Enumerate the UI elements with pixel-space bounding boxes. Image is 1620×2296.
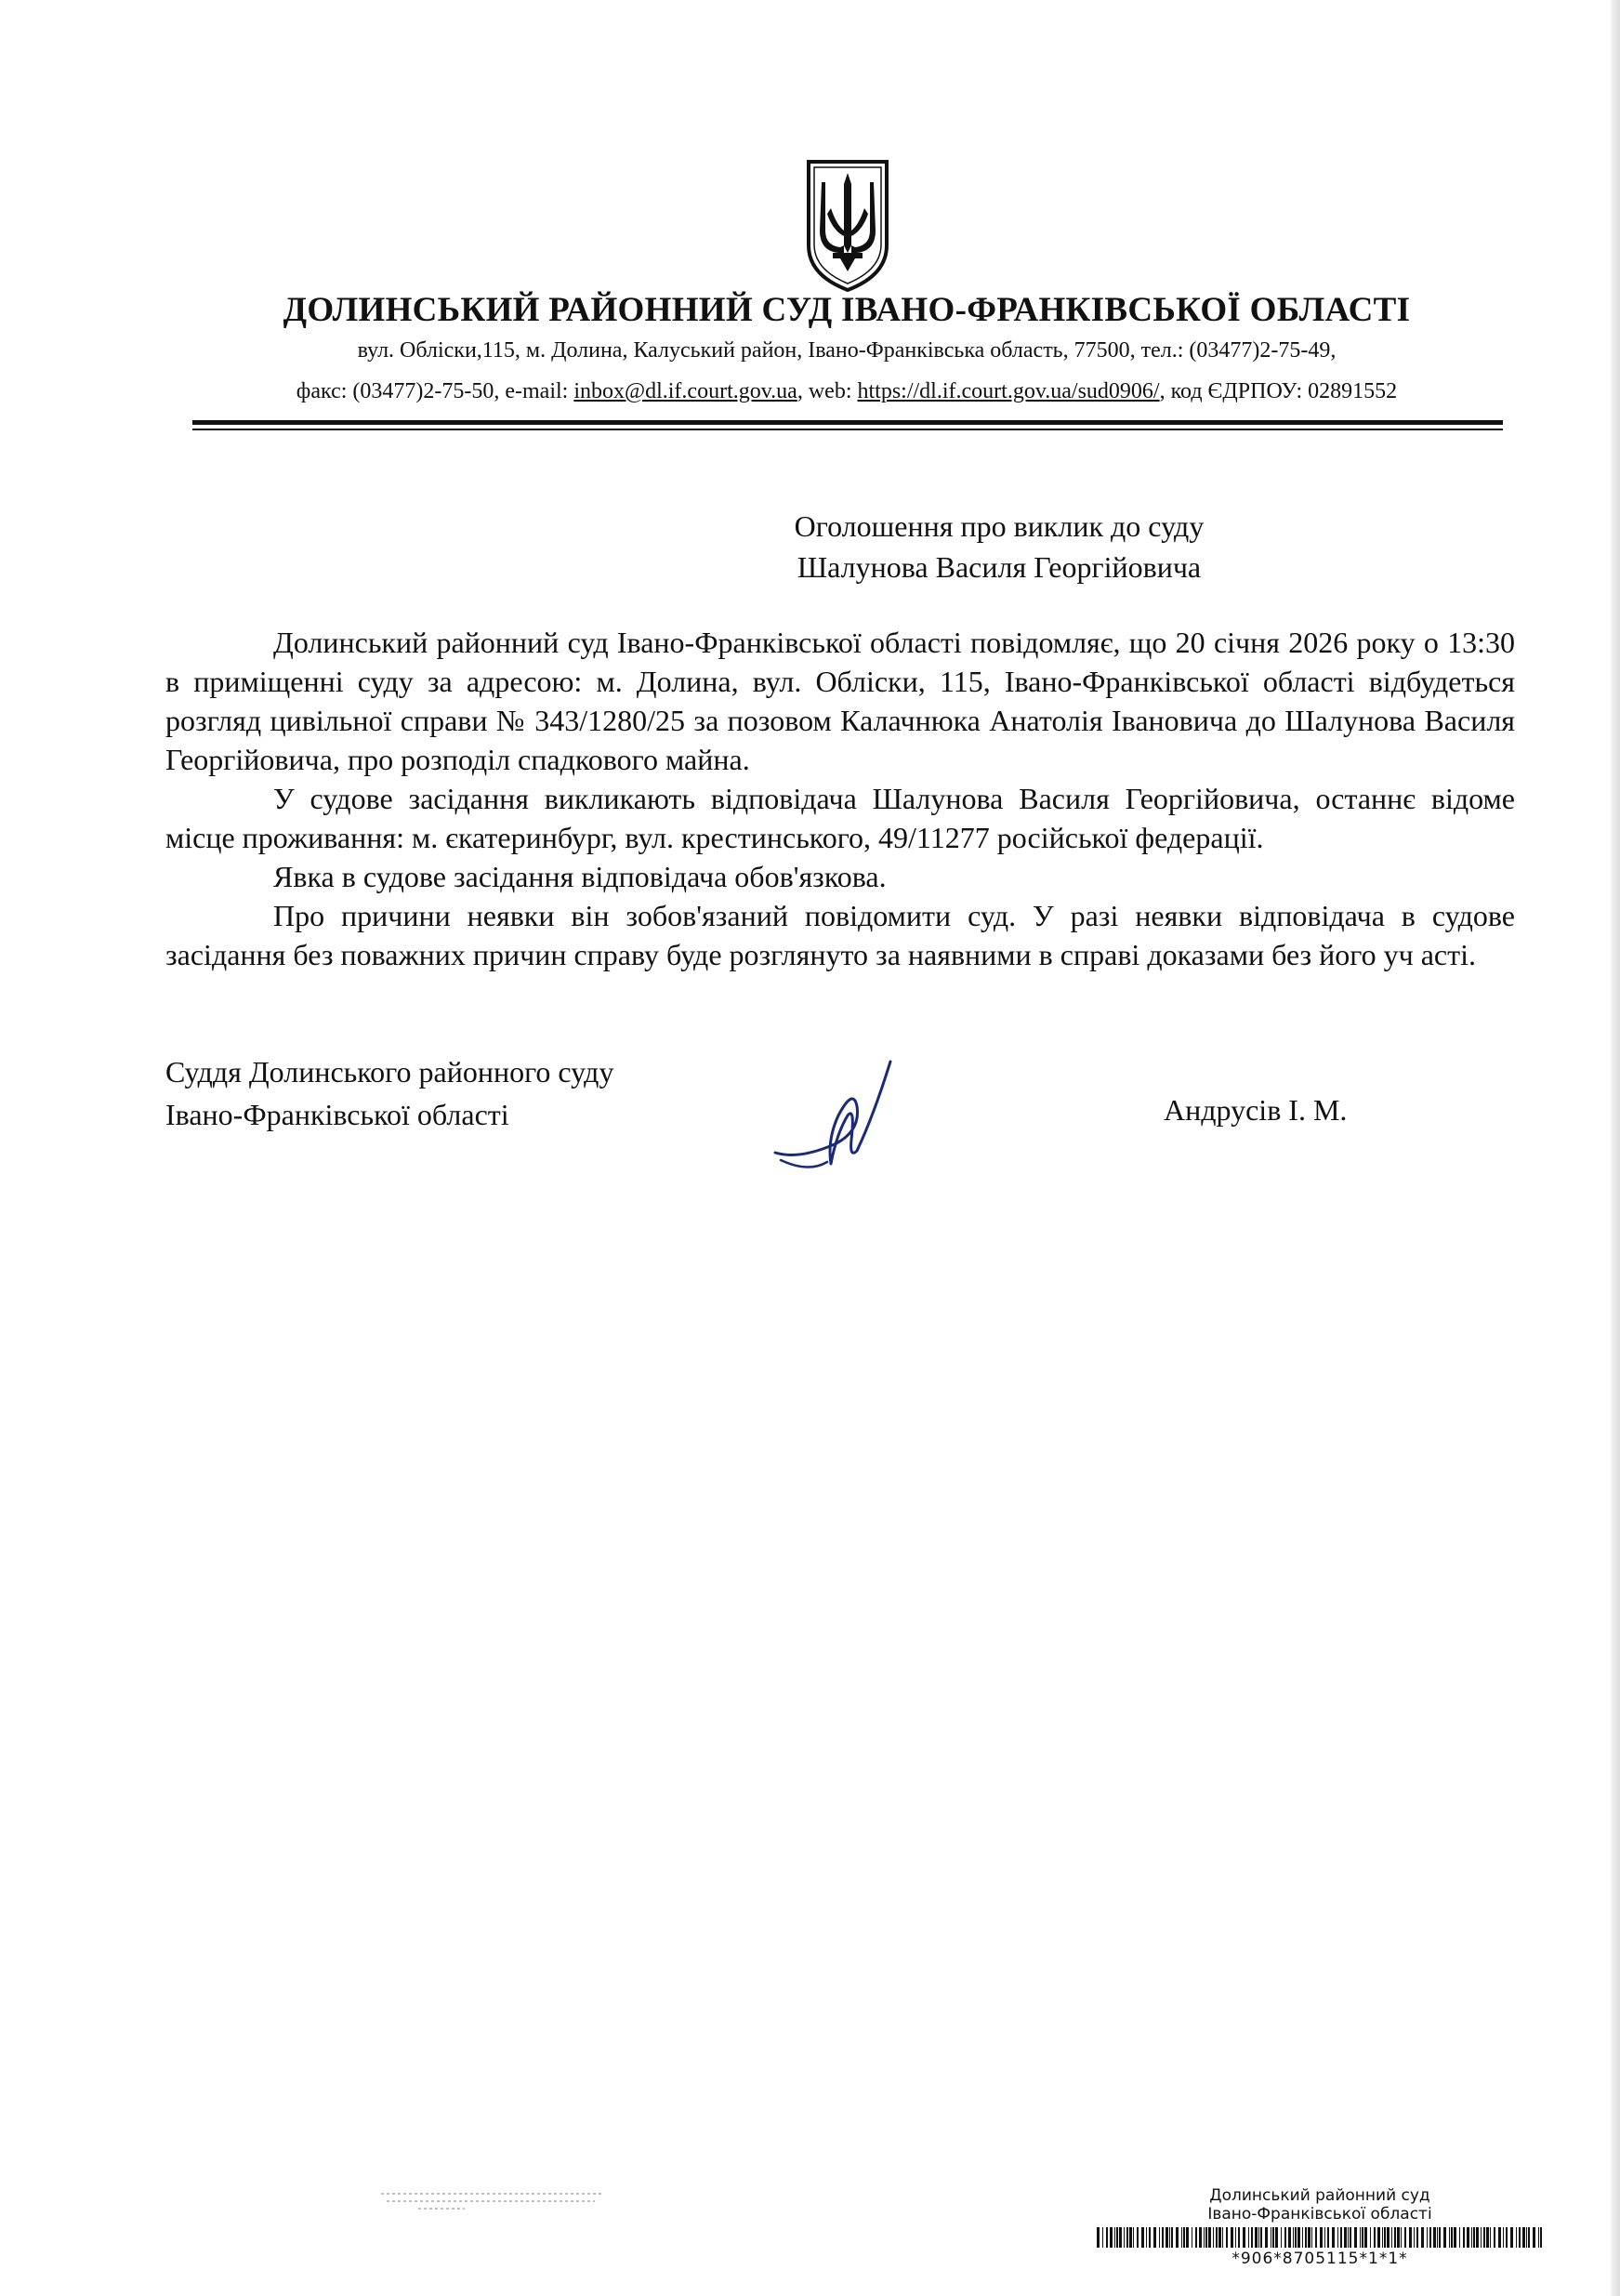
barcode-bar: [1097, 2227, 1100, 2248]
barcode-bar: [1272, 2227, 1274, 2248]
court-name: ДОЛИНСЬКИЙ РАЙОННИЙ СУД ІВАНО-ФРАНКІВСЬКОЇ ОБЛАСТІ: [283, 291, 1411, 329]
barcode-bar: [1348, 2227, 1349, 2248]
barcode-bar: [1481, 2227, 1482, 2248]
barcode-bar: [1231, 2227, 1233, 2248]
stamp-region: Івано-Франківської області: [1207, 2205, 1432, 2223]
barcode-bar: [1429, 2227, 1431, 2248]
barcode-bar: [1311, 2227, 1312, 2248]
judge-title-line: Суддя Долинського районного суду: [165, 1055, 614, 1089]
barcode-bar: [1451, 2227, 1453, 2248]
barcode-bar: [1528, 2227, 1530, 2248]
edrpou-code: , код ЄДРПОУ: 02891552: [1159, 379, 1398, 403]
barcode-bar: [1449, 2227, 1450, 2248]
barcode-bar: [1260, 2227, 1262, 2248]
coat-of-arms-icon: [803, 156, 892, 294]
barcode-bar: [1116, 2227, 1118, 2248]
barcode-bar: [1350, 2227, 1351, 2248]
barcode-bar: [1288, 2227, 1291, 2248]
barcode-bar: [1421, 2227, 1424, 2248]
signature-icon: [771, 1050, 911, 1190]
barcode-bar: [1162, 2227, 1164, 2248]
barcode-bar: [1199, 2227, 1202, 2248]
barcode-bar: [1433, 2227, 1436, 2248]
barcode-bar: [1106, 2227, 1108, 2248]
barcode-bar: [1176, 2227, 1179, 2248]
barcode-bar: [1416, 2227, 1418, 2248]
barcode-bar: [1251, 2227, 1253, 2248]
barcode-bar: [1204, 2227, 1205, 2248]
barcode-bar: [1519, 2227, 1521, 2248]
barcode-bar: [1320, 2227, 1323, 2248]
barcode-bar: [1146, 2227, 1147, 2248]
barcode-bar: [1374, 2227, 1376, 2248]
barcode-bar: [1243, 2227, 1245, 2248]
notice-paragraph: Долинський районний суд Івано-Франківської області повідомляє, що 20 січня 2026 року о 13:30 в приміщенні суду за адресою: м. Долина, вул. Обліски, 115, Івано-Франківської області відбудеться розгляд цивільної справи № 343/1280/25 за позовом Калачнюка Анатолія Івановича до Шалунова Василя Георгійовича, про розподіл спадкового майна.: [165, 626, 1515, 776]
barcode-bar: [1208, 2227, 1211, 2248]
stamp-court-name: Долинський районний суд: [1209, 2186, 1430, 2205]
notice-title: Оголошення про виклик до суду: [794, 509, 1205, 543]
barcode-bar: [1305, 2227, 1307, 2248]
barcode-bar: [1265, 2227, 1268, 2248]
barcode-bar: [1384, 2227, 1386, 2248]
barcode-bar: [1370, 2227, 1371, 2248]
barcode-bar: [1159, 2227, 1160, 2248]
barcode-bar: [1538, 2227, 1539, 2248]
barcode-bar: [1409, 2227, 1412, 2248]
barcode-bar: [1454, 2227, 1456, 2248]
barcode-bar: [1443, 2227, 1446, 2248]
barcode-bar: [1124, 2227, 1125, 2248]
barcode-bar: [1133, 2227, 1134, 2248]
notice-paragraph: Явка в судове засідання відповідача обов'язкова.: [273, 860, 887, 893]
barcode-bar: [1459, 2227, 1460, 2248]
judge-title: [165, 1050, 613, 1136]
barcode-bar: [1494, 2227, 1495, 2248]
barcode-bar: [1293, 2227, 1294, 2248]
notice-body: [165, 623, 1515, 974]
barcode-bar: [1119, 2227, 1122, 2248]
stamp-code: *906*8705115*1*1*: [1231, 2250, 1408, 2268]
barcode-bar: [1181, 2227, 1182, 2248]
barcode-bar: [1340, 2227, 1342, 2248]
barcode-bar: [1102, 2227, 1103, 2248]
barcode-bar: [1427, 2227, 1428, 2248]
web-label: , web:: [797, 379, 858, 403]
registry-stamp: [1087, 2186, 1552, 2268]
barcode-bar: [1110, 2227, 1113, 2248]
barcode-bar: [1216, 2227, 1218, 2248]
barcode-bar: [1337, 2227, 1338, 2248]
judge-title-line: Івано-Франківської області: [165, 1098, 509, 1131]
barcode-bar: [1153, 2227, 1156, 2248]
barcode-bar: [1414, 2227, 1415, 2248]
notice-paragraph: У судове засідання викликають відповідача Шалунова Василя Георгійовича, останнє відоме місце проживання: м. єкатеринбург, вул. крестинського, 49/11277 російської федерації.: [165, 782, 1515, 854]
barcode-bar: [1401, 2227, 1402, 2248]
barcode-bar: [1471, 2227, 1472, 2248]
barcode-bar: [1503, 2227, 1504, 2248]
barcode-bar: [1308, 2227, 1310, 2248]
barcode-bar: [1404, 2227, 1406, 2248]
barcode-bar: [1382, 2227, 1383, 2248]
barcode-bar: [1281, 2227, 1282, 2248]
barcode-bar: [1255, 2227, 1258, 2248]
barcode-bar: [1295, 2227, 1297, 2248]
barcode-bar: [1166, 2227, 1168, 2248]
barcode-bar: [1362, 2227, 1363, 2248]
barcode-icon: [1097, 2227, 1543, 2248]
scan-smudge: [381, 2186, 604, 2212]
barcode-bar: [1171, 2227, 1173, 2248]
barcode-bar: [1387, 2227, 1390, 2248]
barcode-bar: [1360, 2227, 1361, 2248]
barcode-bar: [1354, 2227, 1357, 2248]
barcode-bar: [1297, 2227, 1300, 2248]
barcode-bar: [1327, 2227, 1329, 2248]
barcode-bar: [1324, 2227, 1325, 2248]
barcode-bar: [1183, 2227, 1185, 2248]
barcode-bar: [1473, 2227, 1475, 2248]
barcode-bar: [1332, 2227, 1335, 2248]
barcode-bar: [1344, 2227, 1347, 2248]
barcode-bar: [1483, 2227, 1485, 2248]
barcode-bar: [1126, 2227, 1128, 2248]
barcode-bar: [1467, 2227, 1469, 2248]
barcode-bar: [1476, 2227, 1479, 2248]
barcode-bar: [1218, 2227, 1221, 2248]
barcode-bar: [1533, 2227, 1535, 2248]
barcode-bar: [1302, 2227, 1303, 2248]
barcode-bar: [1439, 2227, 1441, 2248]
court-address: вул. Обліски,115, м. Долина, Калуський район, Івано-Франківська область, 77500, тел.: (03477)2-75-49,: [357, 338, 1337, 363]
barcode-bar: [1540, 2227, 1542, 2248]
barcode-bar: [1526, 2227, 1527, 2248]
barcode-bar: [1226, 2227, 1228, 2248]
court-contacts: [0, 379, 1620, 404]
barcode-bar: [1391, 2227, 1392, 2248]
barcode-bar: [1498, 2227, 1501, 2248]
barcode-bar: [1195, 2227, 1197, 2248]
barcode-bar: [1258, 2227, 1259, 2248]
barcode-bar: [1222, 2227, 1223, 2248]
barcode-bar: [1510, 2227, 1513, 2248]
barcode-bar: [1394, 2227, 1396, 2248]
notice-subject: Шалунова Василя Георгійовича: [797, 550, 1202, 584]
barcode-bar: [1149, 2227, 1151, 2248]
header-divider: [192, 420, 1503, 425]
barcode-bar: [1235, 2227, 1236, 2248]
barcode-bar: [1275, 2227, 1278, 2248]
barcode-bar: [1364, 2227, 1367, 2248]
barcode-bar: [1137, 2227, 1139, 2248]
barcode-bar: [1397, 2227, 1400, 2248]
barcode-bar: [1213, 2227, 1214, 2248]
barcode-bar: [1248, 2227, 1249, 2248]
notice-paragraph: Про причини неявки він зобов'язаний повідомити суд. У разі неявки відповідача в судове засідання без поважних причин справу буде розглянуто за наявними в справі доказами без його уч асті.: [165, 899, 1515, 971]
barcode-bar: [1377, 2227, 1380, 2248]
fax-label: факс: (03477)2-75-50, e-mail:: [296, 379, 574, 403]
barcode-bar: [1506, 2227, 1508, 2248]
barcode-bar: [1141, 2227, 1144, 2248]
barcode-bar: [1486, 2227, 1489, 2248]
barcode-bar: [1315, 2227, 1317, 2248]
barcode-bar: [1516, 2227, 1517, 2248]
barcode-bar: [1463, 2227, 1465, 2248]
email-link[interactable]: inbox@dl.if.court.gov.ua: [573, 379, 797, 403]
barcode-bar: [1129, 2227, 1132, 2248]
barcode-bar: [1437, 2227, 1438, 2248]
barcode-bar: [1186, 2227, 1189, 2248]
barcode-bar: [1114, 2227, 1115, 2248]
barcode-bar: [1169, 2227, 1170, 2248]
barcode-bar: [1284, 2227, 1286, 2248]
barcode-bar: [1205, 2227, 1207, 2248]
website-link[interactable]: https://dl.if.court.gov.ua/sud0906/: [857, 379, 1160, 403]
barcode-bar: [1522, 2227, 1525, 2248]
judge-name: Андрусів І. М.: [1164, 1093, 1348, 1127]
header-divider-thin: [192, 429, 1503, 430]
barcode-bar: [1238, 2227, 1240, 2248]
barcode-bar: [1490, 2227, 1491, 2248]
